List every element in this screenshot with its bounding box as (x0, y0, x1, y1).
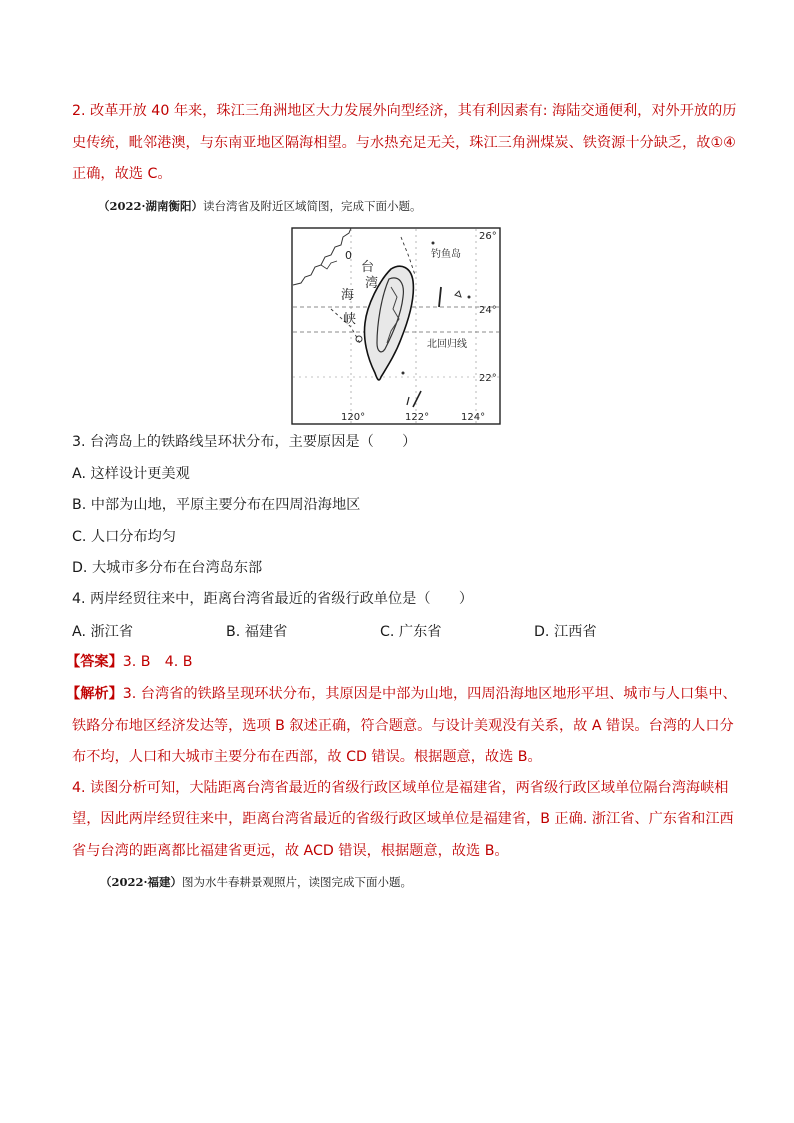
map-lat-label-24: 24° (479, 305, 497, 316)
map-label-strait-4: 峡 (343, 312, 357, 327)
analysis-tag: 【解析】 (66, 686, 123, 702)
question-3-option-a: A. 这样设计更美观 (72, 466, 190, 482)
map-lon-label-124: 124° (461, 412, 486, 423)
question-3-option-b: B. 中部为山地，平原主要分布在四周沿海地区 (72, 497, 361, 513)
taiwan-map (291, 227, 501, 425)
question-4-option-c: C. 广东省 (380, 624, 442, 640)
answer-tag: 【答案】 (66, 654, 123, 670)
analysis-line-3: 布不均，人口和大城市主要分布在西部，故 CD 错误。根据题意，故选 B。 (72, 749, 542, 765)
question-4-option-a: A. 浙江省 (72, 624, 134, 640)
question-4-option-d: D. 江西省 (534, 624, 597, 640)
analysis-line-6: 省与台湾的距离都比福建省更远，故 ACD 错误，根据题意，故选 B。 (72, 843, 509, 859)
question-source-hunan (98, 198, 422, 214)
analysis-text-1: 3. 台湾省的铁路呈现环状分布，其原因是中部为山地，四周沿海地区地形平坦、城市与人口集中、 (122, 686, 737, 702)
q2-explanation-line-2: 史传统，毗邻港澳，与东南亚地区隔海相望。与水热充足无关，珠江三角洲煤炭、铁资源十分缺乏，故①④ (72, 135, 736, 151)
answer-text: 3. B 4. B (122, 654, 193, 670)
analysis-line-2: 铁路分布地区经济发达等，选项 B 叙述正确，符合题意。与设计美观没有关系，故 A 错误。台湾的人口分 (72, 718, 734, 734)
question-4-stem: 4. 两岸经贸往来中，距离台湾省最近的省级行政单位是（ ） (72, 591, 474, 607)
map-label-strait-3: 海 (341, 288, 355, 303)
map-lon-label-122: 122° (405, 412, 430, 423)
source-tag: （2022·湖南衡阳） (98, 199, 204, 213)
map-lat-label-22: 22° (479, 373, 497, 384)
analysis-line-1 (66, 684, 737, 704)
question-source-fujian (100, 874, 412, 890)
map-label-strait-2: 湾 (365, 276, 379, 291)
map-label-tropic: 北回归线 (427, 339, 467, 350)
question-3-option-c: C. 人口分布均匀 (72, 529, 177, 545)
question-4-option-b: B. 福建省 (226, 624, 288, 640)
map-label-diaoyu: 钓鱼岛 (431, 249, 461, 260)
q2-explanation-line-1: 2. 改革开放 40 年来，珠江三角洲地区大力发展外向型经济，其有利因素有: 海陆交通便利，对外开放的历 (72, 103, 737, 119)
map-label-zero: 0 (345, 249, 352, 262)
source-tag-2: （2022·福建） (100, 875, 183, 889)
map-lon-label-120: 120° (341, 412, 366, 423)
question-3-option-d: D. 大城市多分布在台湾岛东部 (72, 560, 263, 576)
question-3-stem: 3. 台湾岛上的铁路线呈环状分布，主要原因是（ ） (72, 434, 417, 450)
source-text-2: 图为水牛春耕景观照片，读图完成下面小题。 (182, 875, 413, 889)
analysis-line-4: 4. 读图分析可知，大陆距离台湾省最近的省级行政区域单位是福建省，两省级行政区域单位隔台湾海峡相 (72, 780, 729, 796)
answer-line (66, 652, 193, 672)
map-lat-label-26: 26° (479, 231, 497, 242)
analysis-line-5: 望，因此两岸经贸往来中，距离台湾省最近的省级行政区域单位是福建省，B 正确. 浙江省、广东省和江西 (72, 811, 734, 827)
source-text: 读台湾省及附近区域简图，完成下面小题。 (203, 199, 422, 213)
taiwan-map-figure (291, 227, 501, 425)
q2-explanation-line-3: 正确，故选 C。 (72, 166, 172, 182)
map-label-strait-1: 台 (361, 260, 375, 275)
